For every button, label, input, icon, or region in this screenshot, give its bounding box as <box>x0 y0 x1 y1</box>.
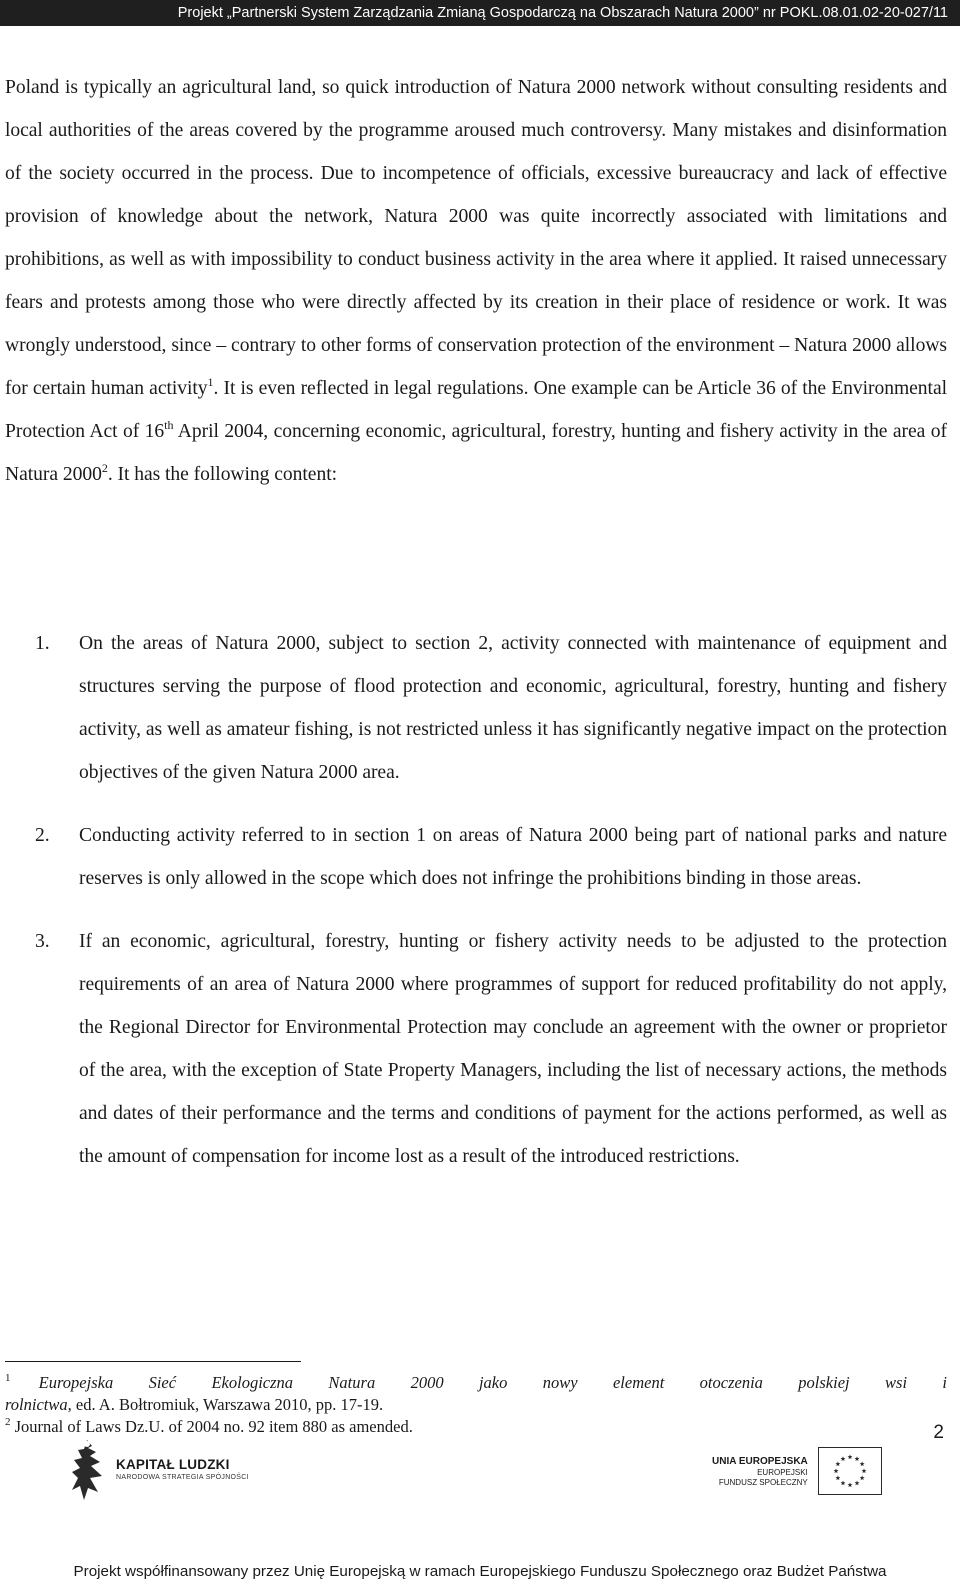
footnote-divider <box>5 1361 301 1362</box>
eu-logo-line3: FUNDUSZ SPOŁECZNY <box>718 1477 808 1487</box>
footnote-ref-2[interactable]: 2 <box>101 461 108 475</box>
ordinal-suffix: th <box>164 418 174 432</box>
kapital-ludzki-logo <box>70 1438 249 1502</box>
kapital-ludzki-subtitle: NARODOWA STRATEGIA SPÓJNOŚCI <box>116 1474 249 1481</box>
intro-text-part4: . It has the following content: <box>107 464 337 485</box>
project-title: Projekt „Partnerski System Zarządzania Zmianą Gospodarczą na Obszarach Natura 2000” nr POKL.08.01.02-20-027/11 <box>177 5 948 21</box>
list-item-text: If an economic, agricultural, forestry, hunting or fishery activity needs to be adjusted to the protection requirements of an area of Natura 2000 where programmes of support for reduced profitability do not apply, the Regional Director for Environmental Protection may conclude an agreement with the owner or proprietor of the area, with the exception of State Property Managers, including the list of necessary actions, the methods and dates of their performance and the terms and conditions of payment for the actions performed, as well as the amount of compensation for income lost as a result of the introduced restrictions. <box>79 931 947 1167</box>
intro-paragraph <box>5 66 947 496</box>
human-figure-icon <box>70 1438 104 1502</box>
footnote-ref-1[interactable]: 1 <box>207 375 214 389</box>
list-item-number: 3. <box>35 931 50 952</box>
list-item-number: 1. <box>35 633 50 654</box>
eu-logo-line1: UNIA EUROPEJSKA <box>712 1455 808 1467</box>
page-header <box>0 0 960 26</box>
list-item <box>5 920 947 1178</box>
footnotes <box>5 1372 947 1438</box>
kapital-ludzki-title: KAPITAŁ LUDZKI <box>116 1457 230 1472</box>
list-item-text: On the areas of Natura 2000, subject to section 2, activity connected with maintenance of equipment and structures serving the purpose of flood protection and economic, agricultural, forestry, hunting and fishery activity, as well as amateur fishing, is not restricted unless it has significantly negative impact on the protection objectives of the given Natura 2000 area. <box>79 633 947 783</box>
footnote-1 <box>5 1372 947 1416</box>
page-footer: Projekt współfinansowany przez Unię Europejską w ramach Europejskiego Funduszu Społecznego oraz Budżet Państwa <box>73 1563 887 1580</box>
article-36-list <box>5 622 947 1178</box>
list-item-number: 2. <box>35 825 50 846</box>
list-item-text: Conducting activity referred to in section 1 on areas of Natura 2000 being part of national parks and nature reserves is only allowed in the scope which does not infringe the prohibitions binding in those areas. <box>79 825 947 889</box>
intro-text-part3: April 2004, concerning economic, agricultural, forestry, hunting and fishery activity in the area of Natura 2000 <box>5 421 947 485</box>
intro-text-part2: . It is even reflected in legal regulations. One example can be Article 36 of the Environmental Protection Act of 16 <box>5 378 947 442</box>
footnote-2 <box>5 1416 947 1438</box>
footnote-2-number: 2 <box>5 1416 11 1428</box>
footnote-2-text: Journal of Laws Dz.U. of 2004 no. 92 item 880 as amended. <box>14 1417 413 1436</box>
list-item <box>5 622 947 794</box>
eu-logo <box>712 1447 882 1495</box>
footnote-1-number: 1 <box>5 1372 11 1384</box>
list-item <box>5 814 947 900</box>
intro-text-part1: Poland is typically an agricultural land, so quick introduction of Natura 2000 network without consulting residents and local authorities of the areas covered by the programme aroused much controversy. Many mistakes and disinformation of the society occurred in the process. Due to incompetence of officials, excessive bureaucracy and lack of effective provision of knowledge about the network, Natura 2000 was quite incorrectly associated with limitations and prohibitions, as well as with impossibility to conduct business activity in the area where it applied. It raised unnecessary fears and protests among those who were directly affected by its creation in their place of residence or work. It was wrongly understood, since – contrary to other forms of conservation protection of the environment – Natura 2000 allows for certain human activity <box>5 77 947 399</box>
page-number: 2 <box>933 1422 944 1443</box>
eu-logo-line2: EUROPEJSKI <box>757 1467 808 1477</box>
eu-flag-icon <box>818 1447 882 1495</box>
footnote-1-rest: ed. A. Bołtromiuk, Warszawa 2010, pp. 17-19. <box>71 1395 384 1414</box>
footnote-1-title: Europejska Sieć Ekologiczna Natura 2000 jako nowy element otoczenia polskiej wsi i rolnictwa, <box>5 1373 947 1414</box>
